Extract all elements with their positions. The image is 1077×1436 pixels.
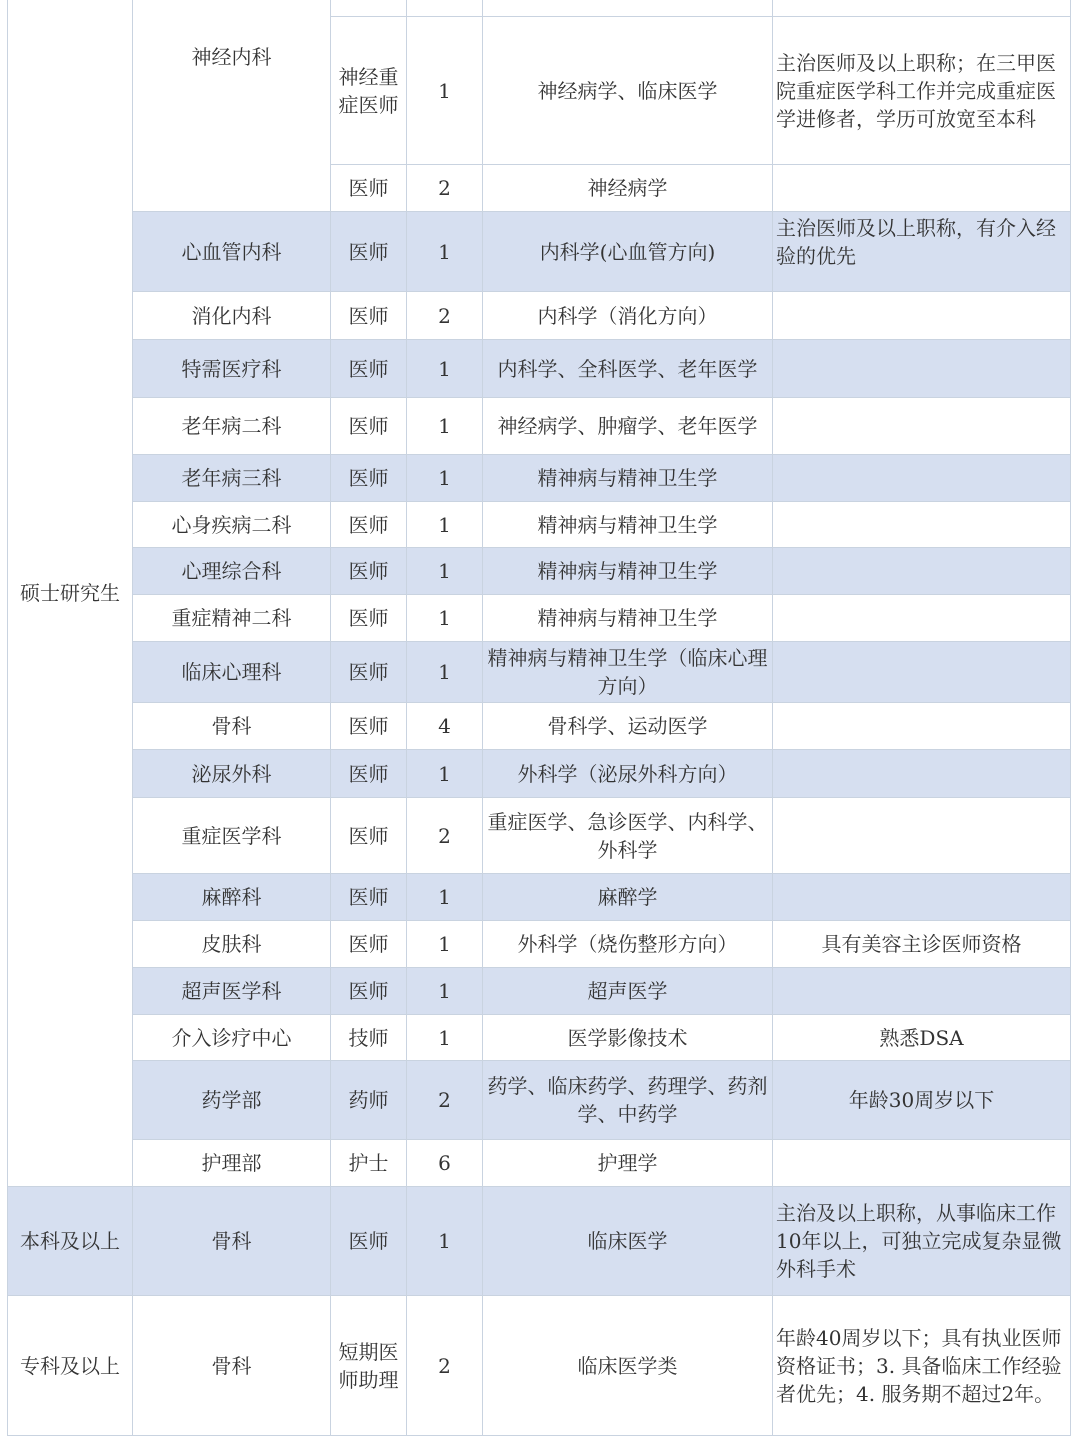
dept-cell: 泌尿外科 xyxy=(133,750,331,798)
requirements-cell xyxy=(773,968,1071,1015)
dept-cell: 骨科 xyxy=(133,703,331,750)
dept-cell: 重症精神二科 xyxy=(133,595,331,642)
requirements-cell: 主治医师及以上职称，有介入经验的优先 xyxy=(773,212,1071,292)
table-row xyxy=(8,455,1071,502)
education-cell: 硕士研究生 xyxy=(8,0,133,1187)
dept-cell: 老年病二科 xyxy=(133,398,331,455)
count-cell: 1 xyxy=(407,455,483,502)
count-cell: 1 xyxy=(407,340,483,398)
table-row xyxy=(8,1061,1071,1140)
education-cell: 专科及以上 xyxy=(8,1296,133,1436)
dept-cell: 老年病三科 xyxy=(133,455,331,502)
count-cell: 1 xyxy=(407,502,483,548)
major-cell: 神经病学、肿瘤学、老年医学 xyxy=(483,398,773,455)
table-row xyxy=(8,548,1071,595)
requirements-cell: 年龄30周岁以下 xyxy=(773,1061,1071,1140)
major-cell: 精神病与精神卫生学 xyxy=(483,455,773,502)
position-cell: 医师 xyxy=(331,750,407,798)
major-cell: 药学、临床药学、药理学、药剂学、中药学 xyxy=(483,1061,773,1140)
dept-cell: 心理综合科 xyxy=(133,548,331,595)
table-row xyxy=(8,212,1071,292)
count-cell: 1 xyxy=(407,548,483,595)
position-cell: 技师 xyxy=(331,1015,407,1061)
table-row xyxy=(8,798,1071,874)
position-cell: 医师 xyxy=(331,874,407,921)
major-cell xyxy=(483,0,773,17)
requirements-cell xyxy=(773,165,1071,212)
major-cell: 临床医学类 xyxy=(483,1296,773,1436)
requirements-cell xyxy=(773,595,1071,642)
dept-cell: 骨科 xyxy=(133,1296,331,1436)
count-cell: 1 xyxy=(407,595,483,642)
requirements-cell xyxy=(773,292,1071,340)
major-cell: 麻醉学 xyxy=(483,874,773,921)
table-row xyxy=(8,921,1071,968)
count-cell: 2 xyxy=(407,1296,483,1436)
major-cell: 外科学（烧伤整形方向） xyxy=(483,921,773,968)
position-cell xyxy=(331,0,407,17)
requirements-cell xyxy=(773,340,1071,398)
dept-cell: 心身疾病二科 xyxy=(133,502,331,548)
requirements-cell xyxy=(773,398,1071,455)
major-cell: 超声医学 xyxy=(483,968,773,1015)
count-cell: 6 xyxy=(407,1140,483,1187)
position-cell: 医师 xyxy=(331,548,407,595)
major-cell: 精神病与精神卫生学 xyxy=(483,595,773,642)
table-row xyxy=(8,968,1071,1015)
table-row xyxy=(8,340,1071,398)
major-cell: 精神病与精神卫生学 xyxy=(483,502,773,548)
count-cell: 1 xyxy=(407,968,483,1015)
requirements-cell xyxy=(773,548,1071,595)
position-cell: 医师 xyxy=(331,798,407,874)
position-cell: 神经重症医师 xyxy=(331,17,407,165)
major-cell: 医学影像技术 xyxy=(483,1015,773,1061)
requirements-cell: 具有美容主诊医师资格 xyxy=(773,921,1071,968)
dept-cell: 骨科 xyxy=(133,1187,331,1296)
recruitment-table xyxy=(7,0,1071,1436)
major-cell: 神经病学 xyxy=(483,165,773,212)
table-row xyxy=(8,1296,1071,1436)
position-cell: 医师 xyxy=(331,292,407,340)
table-row xyxy=(8,1187,1071,1296)
count-cell: 1 xyxy=(407,921,483,968)
major-cell: 内科学(心血管方向) xyxy=(483,212,773,292)
table-row xyxy=(8,292,1071,340)
requirements-cell xyxy=(773,703,1071,750)
table-row xyxy=(8,502,1071,548)
position-cell: 医师 xyxy=(331,165,407,212)
requirements-cell: 主治及以上职称，从事临床工作10年以上，可独立完成复杂显微外科手术 xyxy=(773,1187,1071,1296)
requirements-cell xyxy=(773,502,1071,548)
major-cell: 精神病与精神卫生学（临床心理方向） xyxy=(483,642,773,703)
table-row xyxy=(8,0,1071,17)
count-cell: 1 xyxy=(407,750,483,798)
count-cell: 2 xyxy=(407,292,483,340)
dept-cell: 皮肤科 xyxy=(133,921,331,968)
position-cell: 药师 xyxy=(331,1061,407,1140)
major-cell: 骨科学、运动医学 xyxy=(483,703,773,750)
count-cell: 1 xyxy=(407,17,483,165)
dept-cell: 心血管内科 xyxy=(133,212,331,292)
table-row xyxy=(8,703,1071,750)
count-cell: 1 xyxy=(407,1015,483,1061)
requirements-cell xyxy=(773,750,1071,798)
table-row xyxy=(8,874,1071,921)
requirements-cell xyxy=(773,798,1071,874)
major-cell: 神经病学、临床医学 xyxy=(483,17,773,165)
position-cell: 医师 xyxy=(331,642,407,703)
requirements-cell xyxy=(773,1140,1071,1187)
position-cell: 医师 xyxy=(331,340,407,398)
dept-cell: 介入诊疗中心 xyxy=(133,1015,331,1061)
requirements-cell: 熟悉DSA xyxy=(773,1015,1071,1061)
dept-cell: 临床心理科 xyxy=(133,642,331,703)
table-row xyxy=(8,595,1071,642)
major-cell: 精神病与精神卫生学 xyxy=(483,548,773,595)
dept-cell: 神经内科 xyxy=(133,0,331,212)
position-cell: 医师 xyxy=(331,502,407,548)
education-cell: 本科及以上 xyxy=(8,1187,133,1296)
requirements-cell xyxy=(773,0,1071,17)
position-cell: 医师 xyxy=(331,921,407,968)
dept-cell: 消化内科 xyxy=(133,292,331,340)
requirements-cell xyxy=(773,874,1071,921)
requirements-cell: 主治医师及以上职称；在三甲医院重症医学科工作并完成重症医学进修者，学历可放宽至本科 xyxy=(773,17,1071,165)
dept-cell: 护理部 xyxy=(133,1140,331,1187)
requirements-cell xyxy=(773,642,1071,703)
count-cell: 1 xyxy=(407,642,483,703)
position-cell: 医师 xyxy=(331,398,407,455)
position-cell: 短期医师助理 xyxy=(331,1296,407,1436)
major-cell: 护理学 xyxy=(483,1140,773,1187)
count-cell: 1 xyxy=(407,1187,483,1296)
major-cell: 内科学（消化方向） xyxy=(483,292,773,340)
table-row xyxy=(8,750,1071,798)
major-cell: 外科学（泌尿外科方向） xyxy=(483,750,773,798)
requirements-cell xyxy=(773,455,1071,502)
position-cell: 医师 xyxy=(331,595,407,642)
dept-cell: 重症医学科 xyxy=(133,798,331,874)
position-cell: 医师 xyxy=(331,455,407,502)
dept-cell: 特需医疗科 xyxy=(133,340,331,398)
position-cell: 护士 xyxy=(331,1140,407,1187)
table-row xyxy=(8,1015,1071,1061)
major-cell: 重症医学、急诊医学、内科学、外科学 xyxy=(483,798,773,874)
major-cell: 临床医学 xyxy=(483,1187,773,1296)
table-row xyxy=(8,398,1071,455)
count-cell: 4 xyxy=(407,703,483,750)
position-cell: 医师 xyxy=(331,212,407,292)
count-cell: 2 xyxy=(407,165,483,212)
count-cell: 2 xyxy=(407,1061,483,1140)
dept-cell: 超声医学科 xyxy=(133,968,331,1015)
count-cell: 1 xyxy=(407,212,483,292)
count-cell: 2 xyxy=(407,798,483,874)
position-cell: 医师 xyxy=(331,703,407,750)
requirements-cell: 年龄40周岁以下；具有执业医师资格证书；3. 具备临床工作经验者优先；4. 服务期不超过2年。 xyxy=(773,1296,1071,1436)
dept-cell: 麻醉科 xyxy=(133,874,331,921)
dept-cell: 药学部 xyxy=(133,1061,331,1140)
count-cell: 1 xyxy=(407,874,483,921)
count-cell xyxy=(407,0,483,17)
count-cell: 1 xyxy=(407,398,483,455)
table-row xyxy=(8,1140,1071,1187)
position-cell: 医师 xyxy=(331,1187,407,1296)
major-cell: 内科学、全科医学、老年医学 xyxy=(483,340,773,398)
table-row xyxy=(8,642,1071,703)
position-cell: 医师 xyxy=(331,968,407,1015)
